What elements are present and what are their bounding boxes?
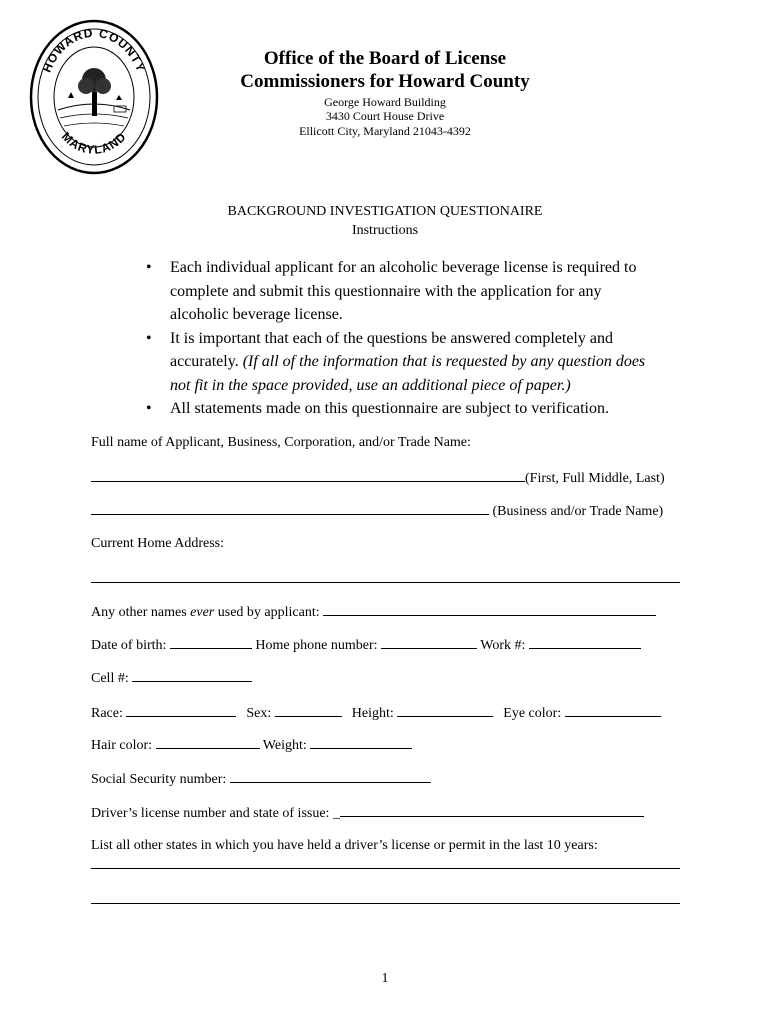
eye-color-label: Eye color: [503,706,565,721]
dob-label: Date of birth: [91,638,170,653]
sex-label: Sex: [246,706,275,721]
work-phone-label: Work #: [477,638,529,653]
howard-county-seal-logo [28,18,160,176]
full-name-label: Full name of Applicant, Business, Corporation, and/or Trade Name: [91,435,471,450]
ssn-label: Social Security number: [91,772,230,787]
cell-row [91,668,252,687]
office-title-line1: Office of the Board of License [263,48,507,69]
home-address-field[interactable] [91,582,680,583]
instruction-item: • It is important that each of the questions be answered completely and accurately. (If all of the information that is requested by any question does not fit in the space provided, use an additional piece of paper.) [140,327,660,398]
business-name-field[interactable] [91,501,489,515]
home-phone-label: Home phone number: [251,638,382,653]
address-line3: Ellicott City, Maryland 21043-4392 [299,124,471,138]
business-name-hint: (Business and/or Trade Name) [489,504,664,519]
hair-color-label: Hair color: [91,738,156,753]
race-label: Race: [91,706,127,721]
dob-phone-row [91,635,641,654]
cell-field[interactable] [132,668,252,682]
eye-color-field[interactable] [565,703,661,717]
person-name-field[interactable] [91,468,525,482]
other-names-label-end: used by applicant: [214,605,324,620]
dob-field[interactable] [170,635,252,649]
instructions-list [140,256,660,421]
drivers-license-label: Driver’s license number and state of issue: _ [91,806,340,821]
svg-text:HOWARD COUNTY: HOWARD COUNTY [39,25,149,75]
other-names-label: Any other names [91,605,191,620]
cell-label: Cell #: [91,671,133,686]
home-address-label: Current Home Address: [91,536,224,551]
svg-text:MARYLAND: MARYLAND [58,129,130,157]
instruction-item: • Each individual applicant for an alcoholic beverage license is required to complete and submit this questionnaire with the application for any alcoholic beverage license. [140,256,660,327]
race-field[interactable] [126,703,236,717]
race-sex-row [91,703,661,722]
ssn-field[interactable] [230,769,431,783]
weight-field[interactable] [310,735,412,749]
ssn-row [91,769,431,788]
business-name-row [91,501,663,520]
home-phone-field[interactable] [381,635,477,649]
hair-color-field[interactable] [156,735,260,749]
other-states-field-1[interactable] [91,868,680,869]
other-names-label-emphasis: ever [190,605,215,620]
height-field[interactable] [397,703,493,717]
other-states-label: List all other states in which you have held a driver’s license or permit in the last 10 years: [91,838,598,853]
other-names-field[interactable] [323,602,656,616]
work-phone-field[interactable] [529,635,641,649]
other-states-field-2[interactable] [91,903,680,904]
office-title-line2: Commissioners for Howard County [240,71,530,92]
other-names-row [91,602,656,621]
hair-weight-row [91,735,412,754]
drivers-license-field[interactable] [340,803,644,817]
person-name-row [91,468,665,487]
weight-label: Weight: [259,738,311,753]
page-number: 1 [381,971,389,986]
questionnaire-title: BACKGROUND INVESTIGATION QUESTIONAIRE [227,204,543,219]
questionnaire-subtitle: Instructions [351,223,419,238]
instruction-item: • All statements made on this questionnaire are subject to verification. [140,397,660,421]
person-name-hint: (First, Full Middle, Last) [525,471,665,486]
address-line1: George Howard Building [324,95,446,109]
address-line2: 3430 Court House Drive [325,109,445,123]
height-label: Height: [351,706,398,721]
sex-field[interactable] [275,703,342,717]
drivers-license-row [91,803,644,822]
